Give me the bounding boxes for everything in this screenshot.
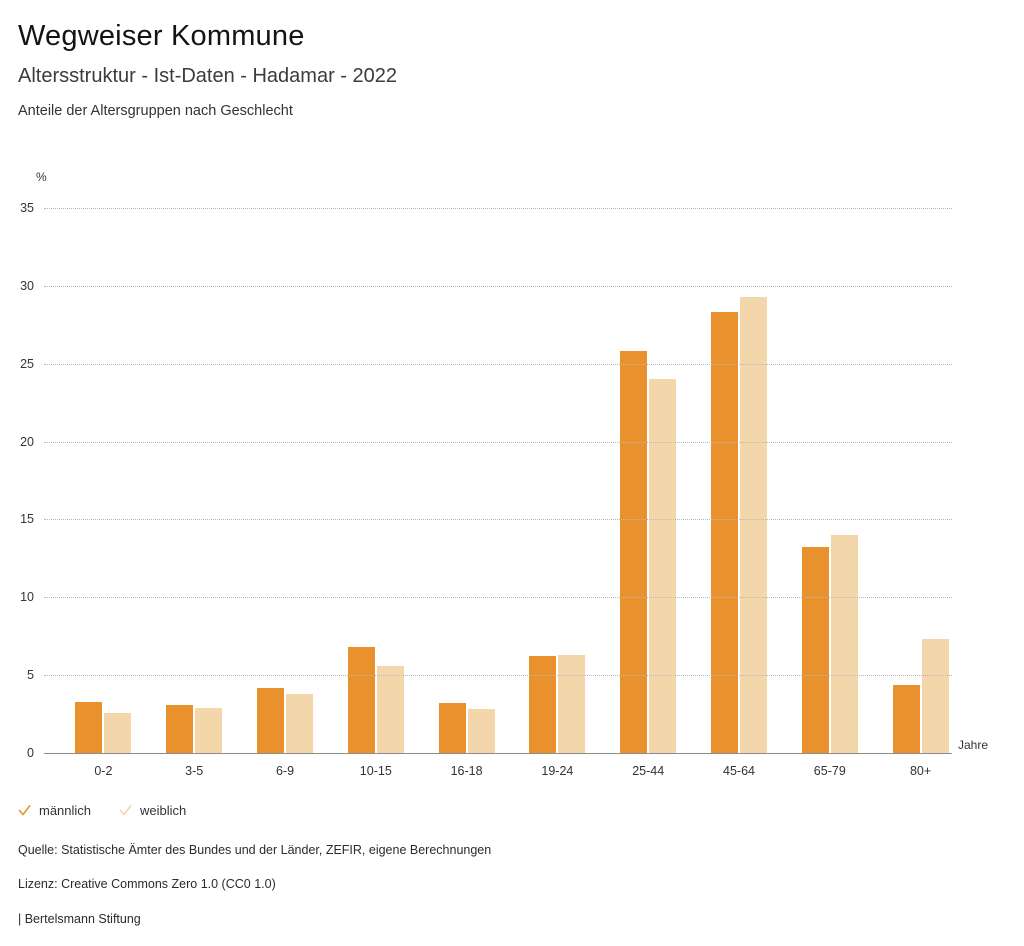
bar-männlich-0-2[interactable] [75, 702, 102, 753]
gridline [44, 675, 952, 676]
x-tick-label: 45-64 [723, 764, 755, 778]
bar-group [802, 208, 858, 753]
bar-group [166, 208, 222, 753]
y-tick-label: 0 [27, 746, 34, 760]
bar-weiblich-25-44[interactable] [649, 379, 676, 753]
legend-item-männlich[interactable] [18, 803, 91, 818]
bar-group [620, 208, 676, 753]
chart-container [0, 150, 1024, 800]
bar-group [529, 208, 585, 753]
x-tick-label: 6-9 [275, 764, 295, 778]
bar-männlich-6-9[interactable] [257, 688, 284, 753]
y-tick-label: 20 [20, 434, 34, 449]
check-icon [119, 804, 132, 817]
x-tick-label: 80+ [909, 764, 932, 778]
page-subsubtitle: Anteile der Altersgruppen nach Geschlecht [18, 103, 293, 120]
gridline [44, 364, 952, 365]
bar-group [257, 208, 313, 753]
chart-legend [18, 803, 186, 818]
bar-group [75, 208, 131, 753]
x-axis-unit-label: Jahre [958, 738, 989, 752]
page-header [0, 0, 1024, 120]
gridline [44, 286, 952, 287]
bar-männlich-19-24[interactable] [529, 656, 556, 753]
gridline [44, 208, 952, 209]
bar-männlich-3-5[interactable] [166, 705, 193, 753]
bar-männlich-65-79[interactable] [802, 547, 829, 753]
legend-label: weiblich [140, 803, 187, 818]
y-tick-label: 5 [27, 668, 34, 683]
gridline [44, 442, 952, 443]
chart-footer [18, 842, 978, 927]
gridline [44, 519, 952, 520]
bar-group [711, 208, 767, 753]
x-tick-label: 65-79 [813, 764, 846, 778]
bar-weiblich-19-24[interactable] [558, 655, 585, 753]
plot-area [20, 201, 952, 778]
bar-group [893, 208, 949, 753]
gridline [44, 597, 952, 598]
y-axis-unit-label: % [36, 170, 47, 184]
bar-männlich-25-44[interactable] [620, 351, 647, 753]
x-tick-label: 25-44 [632, 764, 665, 778]
legend-item-weiblich[interactable] [119, 803, 186, 818]
footer-line-3: | Bertelsmann Stiftung [18, 911, 141, 926]
y-tick-label: 30 [20, 278, 34, 293]
bar-weiblich-16-18[interactable] [468, 709, 495, 753]
bar-weiblich-10-15[interactable] [377, 666, 404, 753]
x-tick-label: 3-5 [185, 764, 204, 778]
bar-männlich-80+[interactable] [893, 685, 920, 754]
bar-weiblich-3-5[interactable] [195, 708, 222, 753]
bar-weiblich-45-64[interactable] [740, 297, 767, 753]
page-subtitle: Altersstruktur - Ist-Daten - Hadamar - 2022 [18, 65, 398, 88]
x-tick-label: 0-2 [94, 764, 113, 778]
bar-group [439, 208, 495, 753]
y-tick-label: 35 [20, 201, 34, 215]
footer-line-2: Lizenz: Creative Commons Zero 1.0 (CC0 1.0) [18, 877, 276, 892]
footer-line-1: Quelle: Statistische Ämter des Bundes und der Länder, ZEFIR, eigene Berechnungen [18, 843, 492, 857]
bar-group [348, 208, 404, 753]
bar-weiblich-80+[interactable] [922, 639, 949, 753]
x-tick-label: 16-18 [450, 764, 483, 778]
x-tick-label: 10-15 [359, 764, 392, 778]
y-tick-label: 15 [20, 512, 34, 527]
legend-label: männlich [39, 803, 92, 818]
bars-layer [44, 208, 952, 753]
y-tick-label: 10 [20, 590, 34, 605]
bar-männlich-45-64[interactable] [711, 312, 738, 753]
bar-weiblich-65-79[interactable] [831, 535, 858, 753]
bar-männlich-10-15[interactable] [348, 647, 375, 753]
x-tick-label: 19-24 [541, 764, 574, 778]
bar-männlich-16-18[interactable] [439, 703, 466, 753]
page-title: Wegweiser Kommune [18, 20, 305, 52]
bar-weiblich-0-2[interactable] [104, 713, 131, 753]
check-icon [18, 804, 31, 817]
bar-weiblich-6-9[interactable] [286, 694, 313, 753]
x-axis-line [44, 753, 952, 754]
y-tick-label: 25 [20, 356, 34, 371]
